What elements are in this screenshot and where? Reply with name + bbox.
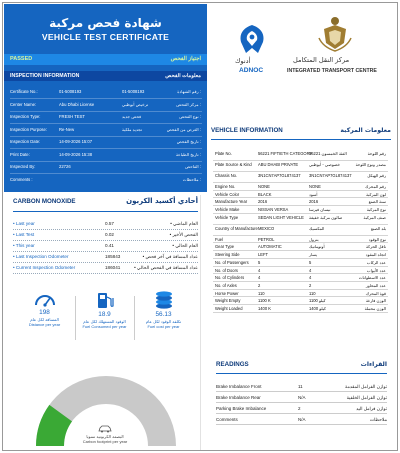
gauge-label — [73, 425, 137, 444]
vehicle-info-label-arabic: سنة الصنع — [368, 199, 386, 205]
vehicle-info-label: Plate Source & Kind — [215, 162, 252, 167]
vehicle-info-row — [213, 290, 388, 298]
vehicle-info-table — [213, 150, 388, 313]
vehicle-info-row — [213, 225, 388, 236]
inspection-label: Comments : — [10, 176, 33, 182]
vehicle-info-label-arabic: عدد الركاب — [366, 259, 386, 265]
status-arabic: اجتياز الفحص — [170, 56, 201, 62]
readings-value: 2 — [298, 406, 301, 411]
inspection-row-separator — [10, 136, 202, 137]
vehicle-info-row — [213, 236, 388, 244]
inspection-row-separator — [10, 173, 202, 174]
vehicle-info-row — [213, 243, 388, 251]
itc-arabic: مركز النقل المتكامل — [293, 56, 350, 64]
itc-logo — [285, 14, 385, 78]
vehicle-info-title: VEHICLE INFORMATION — [211, 127, 283, 134]
vehicle-info-label-arabic: رقم المحرك — [365, 184, 386, 189]
stat-cost-value: 56.13 — [155, 311, 172, 318]
inspection-row-separator — [10, 148, 202, 149]
vehicle-info-row — [213, 259, 388, 267]
inspection-value: 14-09-2026 15:38 — [59, 151, 93, 157]
inspection-row — [4, 101, 207, 108]
carbon-label-arabic: • العام الحالي — [172, 243, 198, 248]
stat-distance-label-arabic: المسافة لكل عام — [30, 317, 59, 322]
readings-header — [216, 361, 387, 368]
vehicle-info-label: Gear Type — [215, 244, 235, 250]
inspection-row — [4, 113, 207, 120]
inspection-row-separator — [10, 111, 202, 112]
readings-label: Comments — [216, 417, 238, 422]
carbon-label: • This year — [13, 243, 35, 248]
stat-divider — [75, 296, 76, 340]
vehicle-info-label: Horse Power — [215, 290, 239, 296]
vehicle-info-value: 110 — [258, 290, 265, 296]
car-icon — [98, 425, 112, 433]
inspection-value: Abu Dhabi License — [59, 101, 95, 107]
inspection-label: Certificate No.: — [10, 89, 38, 94]
readings-label: Parking Brake Imbalance — [216, 406, 267, 411]
carbon-row — [13, 230, 198, 240]
vehicle-info-label-arabic: الوزن فارغة — [365, 298, 386, 304]
speedometer-icon — [33, 290, 57, 308]
readings-title-arabic: القراءات — [360, 361, 387, 368]
vehicle-info-row — [213, 267, 388, 275]
stat-cost-label-arabic: تكلفة الوقود لكل عام — [145, 319, 182, 324]
vehicle-info-row — [213, 282, 388, 290]
inspection-row-separator — [10, 98, 202, 99]
vehicle-info-label: Weight Loaded — [215, 305, 243, 311]
vehicle-info-label-arabic: صنف المركبة — [363, 214, 386, 220]
carbon-divider — [13, 211, 198, 212]
vehicle-info-divider — [211, 139, 391, 140]
inspection-label: Inspection Purpose: — [10, 126, 48, 132]
inspection-section-title-arabic: معلومات الفحص — [165, 73, 201, 79]
vehicle-info-label-arabic: مصدر ونوع اللوحة — [355, 162, 386, 167]
inspection-label-arabic: نوع الفحص : — [179, 114, 201, 119]
vehicle-info-value-arabic: خصوصي - أبوظبي — [309, 162, 341, 167]
vehicle-info-value: 2 — [258, 282, 261, 288]
vehicle-info-label: Plate No. — [215, 151, 232, 156]
vehicle-info-value: 2016 — [258, 199, 268, 205]
fuel-pump-icon — [93, 290, 117, 310]
inspection-label-arabic: مركز الفحص : — [176, 101, 201, 107]
inspection-label-arabic: ملاحظات : — [182, 176, 201, 182]
vehicle-info-value: 4 — [258, 275, 261, 281]
vehicle-info-value-arabic: 2 — [309, 282, 312, 288]
vehicle-info-value: LEFT — [258, 252, 269, 258]
vehicle-info-row — [213, 191, 388, 199]
vehicle-info-label: Manufacture Year — [215, 199, 248, 205]
inspection-row — [4, 126, 207, 133]
vehicle-info-value-arabic: NONE — [309, 184, 321, 189]
readings-label-arabic: توازن فرامل اليد — [356, 406, 387, 411]
vehicle-info-row — [213, 150, 388, 161]
carbon-label-arabic: • عداد المسافة في آخر فحص — [142, 254, 198, 259]
carbon-value: 186041 — [105, 265, 121, 270]
vehicle-info-value: NISSAN VERSA — [258, 207, 289, 213]
vehicle-info-value: BLACK — [258, 191, 272, 197]
inspection-label-arabic: رقم الشهادة : — [177, 89, 201, 94]
inspection-row-separator — [10, 161, 202, 162]
readings-label: Brake Imbalance Front — [216, 384, 262, 389]
stat-distance-value: 198 — [39, 309, 50, 316]
vehicle-info-row — [213, 161, 388, 172]
vehicle-info-label-arabic: قوة المحرك — [365, 290, 386, 296]
carbon-label: • Last Test — [13, 232, 35, 237]
vehicle-info-value-arabic: 110 — [309, 290, 316, 296]
vehicle-info-value: 3N1CN7AP7GL874137 — [258, 173, 301, 178]
vehicle-info-label: Steering Side — [215, 252, 240, 258]
readings-row — [216, 393, 387, 403]
vehicle-info-header — [211, 127, 391, 134]
inspection-value: 14-09-2026 15:07 — [59, 139, 93, 144]
carbon-row — [13, 252, 198, 262]
stat-cost-label: Fuel cost per year — [147, 324, 180, 329]
carbon-label: • Last Inspection Odometer — [13, 254, 69, 259]
readings-row — [216, 382, 387, 392]
adnoc-logo — [227, 22, 277, 77]
vehicle-info-row — [213, 274, 388, 282]
vehicle-info-label-arabic: رقم اللوحة — [367, 151, 386, 156]
vehicle-info-label: Weight Empty — [215, 298, 241, 304]
vehicle-info-value: MEXICO — [258, 225, 275, 231]
inspection-value-arabic: تجديد ملكية — [122, 126, 143, 132]
vehicle-info-label: No. of Doors — [215, 267, 238, 273]
title-english: VEHICLE TEST CERTIFICATE — [41, 32, 170, 42]
readings-label-arabic: توازن الفرامل الخلفية — [346, 395, 387, 400]
column-divider — [200, 195, 201, 450]
vehicle-info-label-arabic: عدد الاسطوانات — [358, 275, 386, 281]
stat-fuel-label: Fuel Consumed per year — [82, 324, 127, 329]
vehicle-info-value: ABU DHABI PRIVATE — [258, 162, 299, 167]
stat-fuel-value: 18.9 — [98, 311, 111, 318]
inspection-label: Inspection Type: — [10, 114, 41, 119]
inspection-label: Print Date: — [10, 151, 30, 157]
vehicle-info-value: NONE — [258, 184, 270, 189]
vehicle-info-label: Vehicle Type — [215, 214, 239, 220]
stat-divider — [134, 296, 135, 340]
readings-row — [216, 415, 387, 425]
inspection-row — [4, 138, 207, 145]
inspection-value-arabic: ترخيص أبوظبي — [122, 101, 149, 107]
vehicle-info-value-arabic: المكسيك — [309, 225, 325, 231]
stat-distance — [17, 290, 72, 340]
vehicle-info-label-arabic: بلد الصنع — [370, 225, 386, 231]
vehicle-info-label: Country of Manufacture — [215, 225, 258, 231]
readings-label-arabic: توازن الفرامل المقدمة — [345, 384, 387, 389]
inspection-row-separator — [10, 123, 202, 124]
vehicle-info-value: 56221 FIFTIETH CATEGORY — [258, 151, 313, 156]
vehicle-info-value: 4 — [258, 267, 261, 273]
status-english: PASSED — [10, 56, 33, 62]
vehicle-info-value-arabic: 4 — [309, 267, 312, 273]
vehicle-info-title-arabic: معلومات المركبة — [340, 127, 391, 134]
carbon-value: 0.02 — [105, 232, 114, 237]
readings-title: READINGS — [216, 361, 249, 368]
vehicle-info-value-arabic: صالون مركبة خفيفة — [309, 214, 343, 220]
inspection-section-bar — [4, 71, 207, 81]
vehicle-info-row — [213, 172, 388, 183]
inspection-row — [4, 151, 207, 158]
coins-icon — [152, 290, 176, 310]
carbon-value: 0.57 — [105, 221, 114, 226]
inspection-value: 22726 — [59, 164, 71, 169]
header-block — [4, 4, 207, 192]
readings-row — [216, 404, 387, 414]
vehicle-info-value-arabic: نيسان فيرسا — [309, 207, 331, 213]
vehicle-info-label-arabic: نوع المركبة — [366, 207, 386, 213]
carbon-label-arabic: • الفحص الأخير — [169, 232, 198, 237]
vehicle-info-value-arabic: 4 — [309, 275, 312, 281]
vehicle-info-label-arabic: الوزن محملة — [364, 305, 386, 311]
carbon-row — [13, 219, 198, 229]
inspection-section-title: INSPECTION INFORMATION — [10, 73, 80, 79]
vehicle-info-label: No. of Passengers — [215, 259, 249, 265]
readings-label-arabic: ملاحظات — [369, 417, 387, 422]
vehicle-info-label-arabic: نوع الوقود — [368, 236, 386, 242]
gauge-label-arabic: البصمة الكربونية سنويا — [86, 434, 124, 439]
adnoc-english: ADNOC — [239, 67, 264, 74]
vehicle-info-value: 1400 K — [258, 305, 271, 311]
itc-english: INTEGRATED TRANSPORT CENTRE — [287, 68, 377, 74]
vehicle-info-label-arabic: عدد الأبواب — [366, 267, 386, 273]
carbon-row — [13, 241, 198, 251]
vehicle-info-row — [213, 206, 388, 214]
readings-value: N/A — [298, 417, 306, 422]
readings-value: N/A — [298, 395, 306, 400]
inspection-label-arabic: الفاحص : — [185, 164, 201, 169]
vehicle-info-row — [213, 183, 388, 191]
vehicle-info-label: Vehicle Make — [215, 207, 240, 213]
stat-distance-label: Distance per year — [28, 322, 61, 327]
vehicle-info-value-arabic: بترول — [309, 236, 319, 242]
inspection-label: Center Name: — [10, 101, 37, 107]
inspection-value: FRESH TEST — [59, 114, 85, 119]
vehicle-info-value: PETROL — [258, 236, 275, 242]
carbon-title: CARBON MONOXIDE — [13, 198, 76, 205]
carbon-label: • Current Inspection Odometer — [13, 265, 76, 270]
carbon-value: 0.41 — [105, 243, 114, 248]
vehicle-info-label-arabic: ناقل الحركة — [365, 244, 386, 250]
vehicle-info-label: No. of Axles — [215, 282, 237, 288]
vehicle-info-label: Vehicle Color — [215, 191, 240, 197]
inspection-label-arabic: الغرض من الفحص : — [166, 126, 201, 132]
inspection-label-arabic: تاريخ الطباعة : — [176, 151, 201, 157]
stat-cost — [136, 290, 191, 340]
adnoc-arabic: أدنوك — [235, 57, 251, 65]
inspection-value: 01-5008193 — [59, 89, 82, 94]
inspection-row — [4, 88, 207, 95]
vehicle-info-label: Fuel — [215, 236, 223, 242]
readings-divider — [216, 373, 387, 374]
inspection-label-arabic: تاريخ الفحص : — [176, 139, 201, 144]
carbon-row-separator — [13, 273, 198, 274]
vehicle-info-label: Chassis No. — [215, 173, 238, 178]
stat-fuel-label-arabic: الوقود المستهلك لكل عام — [83, 319, 126, 324]
vehicle-info-value-arabic: 1400 كيلو — [309, 305, 326, 311]
inspection-row — [4, 163, 207, 170]
vehicle-info-label-arabic: رقم الهيكل — [367, 173, 386, 178]
vehicle-info-label: Engine No. — [215, 184, 236, 189]
carbon-label-arabic: • العام الماضي — [170, 221, 198, 226]
vehicle-info-value-arabic: أوتوماتيك — [309, 244, 325, 250]
inspection-label: Inspection Date: — [10, 139, 41, 144]
vehicle-info-label-arabic: لون المركبة — [366, 191, 386, 197]
carbon-label-arabic: • عداد المسافة في الفحص الحالي — [134, 265, 198, 270]
readings-label: Brake Imbalance Rear — [216, 395, 261, 400]
vehicle-info-row — [213, 198, 388, 206]
vehicle-info-value-arabic: 5 — [309, 259, 312, 265]
carbon-header — [13, 198, 198, 205]
inspection-label: Inspected By: — [10, 164, 36, 169]
vehicle-info-value-arabic: 2016 — [309, 199, 319, 205]
vehicle-info-row — [213, 251, 388, 259]
vehicle-info-value-arabic: 3N1CN7AP7GL874137 — [309, 173, 352, 178]
carbon-title-arabic: أحادي أكسيد الكربون — [126, 197, 198, 205]
stat-fuel — [77, 290, 132, 340]
vehicle-info-row — [213, 297, 388, 305]
vehicle-info-row — [213, 214, 388, 225]
inspection-value: Re-New — [59, 126, 75, 132]
inspection-value-arabic: فحص جديد — [122, 114, 142, 119]
carbon-value: 185843 — [105, 254, 121, 259]
vehicle-info-value-arabic: 56221 الفئة الخمسون — [309, 151, 347, 156]
carbon-label: • Last year — [13, 221, 35, 226]
vehicle-info-value: 1100 K — [258, 298, 271, 304]
status-banner — [4, 54, 207, 65]
title-arabic: شهادة فحص مركبة — [49, 16, 162, 30]
vehicle-info-value: 5 — [258, 259, 261, 265]
vehicle-info-value-arabic: أسود — [309, 191, 318, 197]
vehicle-info-label: No. of Cylinders — [215, 275, 245, 281]
readings-value: 11 — [298, 384, 303, 389]
vehicle-info-value: AUTOMATIC — [258, 244, 282, 250]
vehicle-info-label-arabic: اتجاه المقود — [365, 252, 386, 258]
vehicle-info-value-arabic: يسار — [309, 252, 318, 258]
gauge-label-english: Carbon footprint per year — [82, 439, 128, 444]
vehicle-info-label-arabic: عدد المحاور — [365, 282, 386, 288]
inspection-row — [4, 176, 207, 183]
vehicle-info-value: SEDAN LIGHT VEHICLE — [258, 214, 304, 220]
inspection-value-arabic: 01-5008193 — [122, 89, 145, 94]
carbon-row — [13, 263, 198, 273]
vehicle-info-value-arabic: 1100 كيلو — [309, 298, 326, 304]
vehicle-info-row — [213, 305, 388, 313]
